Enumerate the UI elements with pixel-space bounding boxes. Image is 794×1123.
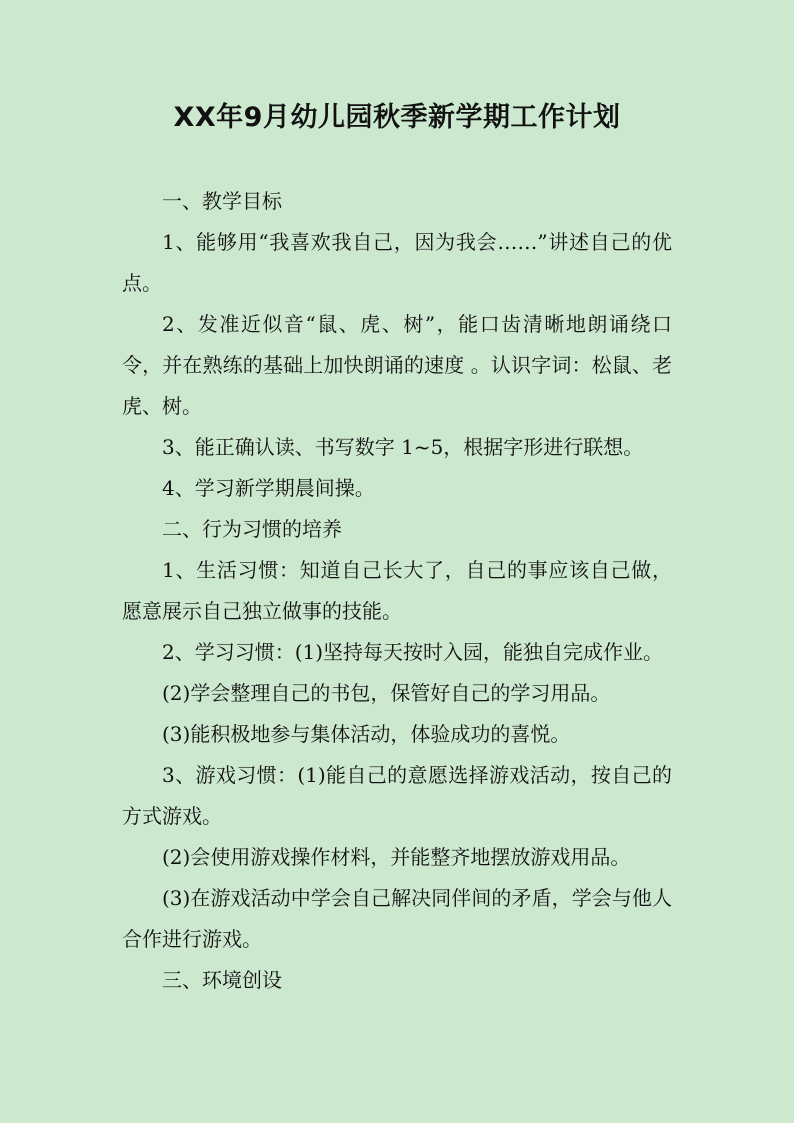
paragraph: (2)会使用游戏操作材料，并能整齐地摆放游戏用品。	[162, 845, 631, 869]
paragraph: 3、能正确认读、书写数字 1~5，根据字形进行联想。	[162, 435, 644, 459]
section-heading-habits: 二、行为习惯的培养	[162, 517, 342, 541]
section-heading-environment: 三、环境创设	[162, 968, 282, 992]
section-heading-teaching-goals: 一、教学目标	[162, 189, 282, 213]
paragraph: (2)学会整理自己的书包，保管好自己的学习用品。	[162, 681, 611, 705]
paragraph: 2、发准近似音“鼠、虎、树”，能口齿清晰地朗诵绕口令，并在熟练的基础上加快朗诵的速度 。认识字词：松鼠、老虎、树。	[122, 312, 672, 418]
paragraph: 2、学习习惯：(1)坚持每天按时入园，能独自完成作业。	[162, 640, 664, 664]
paragraph: (3)能积极地参与集体活动，体验成功的喜悦。	[162, 722, 571, 746]
page-title: XX年9月幼儿园秋季新学期工作计划	[173, 102, 621, 133]
paragraph: 4、学习新学期晨间操。	[162, 476, 375, 500]
document-body	[122, 181, 672, 1001]
paragraph: (3)在游戏活动中学会自己解决同伴间的矛盾，学会与他人合作进行游戏。	[122, 886, 672, 951]
paragraph: 1、生活习惯：知道自己长大了，自己的事应该自己做，愿意展示自己独立做事的技能。	[122, 558, 672, 623]
paragraph: 1、能够用“我喜欢我自己，因为我会……”讲述自己的优点。	[122, 230, 672, 295]
paragraph: 3、游戏习惯：(1)能自己的意愿选择游戏活动，按自己的方式游戏。	[122, 763, 672, 828]
